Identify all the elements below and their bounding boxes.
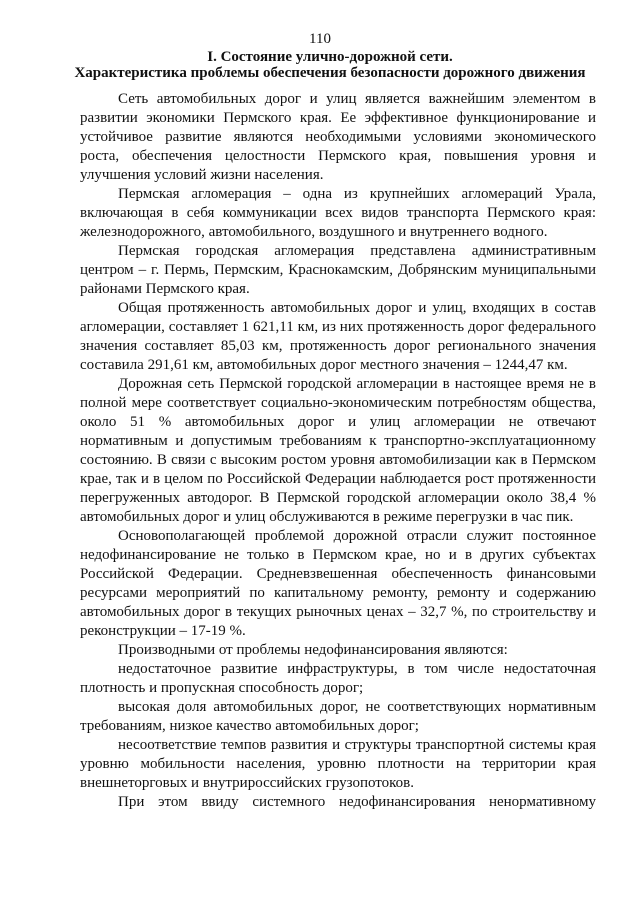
list-item: недостаточное развитие инфраструктуры, в том числе недостаточная плотность и пропускная способность дорог; — [80, 661, 596, 696]
paragraph: Общая протяженность автомобильных дорог и улиц, входящих в состав агломерации, составляет 1 621,11 км, из них протяженность дорог федерального значения составляет 85,03 км, протяженность дорог регионального значения составила 291,61 км, автомобильных дорог местного значения – 1244,47 км. — [80, 300, 596, 373]
paragraph: Основополагающей проблемой дорожной отрасли служит постоянное недофинансирование не только в Пермском крае, но и в других субъектах Российской Федерации. Средневзвешенная обеспеченность финансовыми ресурсами мероприятий по капитальному ремонту, ремонту и содержанию автомобильных дорог в текущих рыночных ценах – 32,7 %, по строительству и реконструкции – 17-19 %. — [80, 528, 596, 639]
section-heading — [60, 49, 600, 81]
paragraph: Пермская агломерация – одна из крупнейших агломераций Урала, включающая в себя коммуникации всех видов транспорта Пермского края: железнодорожного, автомобильного, воздушного и внутреннего водного. — [80, 186, 596, 240]
document-body — [80, 90, 596, 812]
list-item: несоответствие темпов развития и структуры транспортной системы края уровню мобильности населения, уровню плотности на территории края внешнеторговых и внутрироссийских грузопотоков. — [80, 737, 596, 791]
section-heading-line-2: Характеристика проблемы обеспечения безопасности дорожного движения — [74, 65, 586, 81]
paragraph: Производными от проблемы недофинансирования являются: — [118, 642, 508, 658]
paragraph: Сеть автомобильных дорог и улиц является важнейшим элементом в развитии экономики Пермского края. Ее эффективное функционирование и устойчивое развитие являются необходимыми условиями экономического роста, обеспечения целостности Пермского края, повышения уровня и улучшения условий жизни населения. — [80, 91, 596, 183]
page-number: 110 — [309, 31, 331, 47]
paragraph: Пермская городская агломерация представлена административным центром – г. Пермь, Пермским, Краснокамским, Добрянским муниципальными районами Пермского края. — [80, 243, 596, 297]
list-item: высокая доля автомобильных дорог, не соответствующих нормативным требованиям, низкое качество автомобильных дорог; — [80, 699, 596, 734]
section-heading-line-1: I. Состояние улично-дорожной сети. — [207, 49, 453, 65]
paragraph: При этом ввиду системного недофинансирования ненормативному — [118, 794, 596, 810]
paragraph: Дорожная сеть Пермской городской агломерации в настоящее время не в полной мере соответствует социально-экономическим потребностям общества, около 51 % автомобильных дорог и улиц агломерации не отвечают нормативным и допустимым требованиям к транспортно-эксплуатационному состоянию. В связи с высоким ростом уровня автомобилизации как в Пермском крае, так и в целом по Российской Федерации наблюдается рост протяженности перегруженных автодорог. В Пермской городской агломерации около 38,4 % автомобильных дорог и улиц обслуживаются в режиме перегрузки в час пик. — [80, 376, 596, 525]
